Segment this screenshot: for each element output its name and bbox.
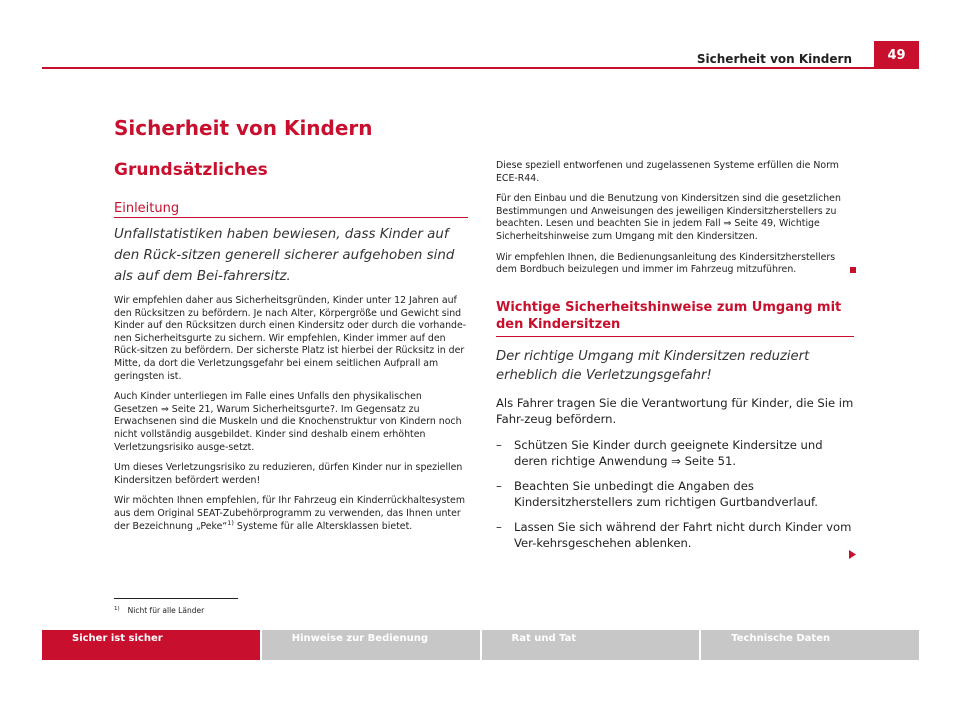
paragraph-text: Wir möchten Ihnen empfehlen, für Ihr Fahrzeug ein Kinderrückhaltesystem aus dem Original SEAT-Zubehörprogramm zu verwenden, das Ihnen unter der Bezeichnung „Peke“	[114, 495, 465, 532]
list-item	[496, 478, 854, 510]
list-item-text: Lassen Sie sich während der Fahrt nicht durch Kinder vom Ver-kehrsgeschehen ablenken.	[514, 519, 852, 550]
continue-arrow-icon	[849, 550, 856, 562]
intro-lead: Unfallstatistiken haben bewiesen, dass Kinder auf den Rück-sitzen generell sicherer aufgehoben sind als auf dem Bei-fahrersitz.	[114, 227, 455, 284]
right-column	[496, 160, 854, 560]
footnote	[114, 606, 204, 615]
left-column	[114, 224, 468, 541]
tab-rat-und-tat[interactable]: Rat und Tat	[482, 630, 700, 660]
subsection-rule	[114, 217, 468, 218]
tab-sicher-ist-sicher[interactable]: Sicher ist sicher	[42, 630, 260, 660]
tab-hinweise-zur-bedienung[interactable]: Hinweise zur Bedienung	[262, 630, 480, 660]
chapter-title: Sicherheit von Kindern	[114, 116, 373, 140]
safety-lead: Der richtige Umgang mit Kindersitzen reduziert erheblich die Verletzungsgefahr!	[496, 348, 810, 383]
end-of-section-icon	[850, 267, 856, 273]
section-title: Grundsätzliches	[114, 160, 268, 180]
paragraph	[496, 252, 854, 277]
paragraph: Auch Kinder unterliegen im Falle eines Unfalls den physikalischen Gesetzen ⇒ Seite 21, Warum Sicherheitsgurte?. Im Gegensatz zu Erwachsenen sind die Muskeln und die Knochenstruktur von Kindern noch nicht vollständig ausgebildet. Kinder sind deshalb einem erhöhten Verletzungsrisiko ausge-setzt.	[114, 391, 462, 453]
paragraph: Wir empfehlen daher aus Sicherheitsgründen, Kinder unter 12 Jahren auf den Rücksitzen zu befördern. Je nach Alter, Körpergröße und Gewicht sind Kinder auf den Rücksitzen durch einen Kindersitz oder durch die vorhande-nen Sicherheitsgurte zu sichern. Wir empfehlen, Kinder immer auf den Rück-sitzen zu befördern. Der sicherste Platz ist hierbei der Rücksitz in der Mitte, da dort die Verletzungsgefahr bei einem seitlichen Aufprall am geringsten ist.	[114, 295, 467, 382]
paragraph: Für den Einbau und die Benutzung von Kindersitzen sind die gesetzlichen Bestimmungen und Anweisungen des jeweiligen Kindersitzherstellers zu beachten. Lesen und beachten Sie in jedem Fall ⇒ Seite 49, Wichtige Sicherheitshinweise zum Umgang mit den Kindersitzen.	[496, 193, 841, 242]
dash-bullet-icon: –	[496, 437, 502, 452]
footnote-mark: 1)	[114, 605, 120, 612]
paragraph: Um dieses Verletzungsrisiko zu reduzieren, dürfen Kinder nur in speziellen Kindersitzen befördert werden!	[114, 462, 463, 486]
footnote-ref[interactable]: 1)	[227, 518, 234, 527]
list-item-text: Beachten Sie unbedingt die Angaben des Kindersitzherstellers zum richtigen Gurtbandverlauf.	[514, 478, 818, 509]
chapter-nav	[42, 630, 919, 660]
paragraph: Diese speziell entworfenen und zugelassenen Systeme erfüllen die Norm ECE-R44.	[496, 160, 839, 184]
dash-bullet-icon: –	[496, 519, 502, 534]
list-item	[496, 519, 854, 551]
running-header-title: Sicherheit von Kindern	[696, 52, 852, 66]
subsection-title: Einleitung	[114, 201, 180, 216]
paragraph	[114, 495, 468, 533]
paragraph-text: Systeme für alle Altersklassen bietet.	[233, 520, 413, 532]
safety-section-title: Wichtige Sicherheitshinweise zum Umgang mit den Kindersitzen	[496, 299, 854, 337]
tab-technische-daten[interactable]: Technische Daten	[701, 630, 919, 660]
safety-intro: Als Fahrer tragen Sie die Verantwortung für Kinder, die Sie im Fahr-zeug befördern.	[496, 395, 854, 426]
footnote-rule	[114, 598, 238, 599]
header-rule	[42, 67, 874, 69]
list-item-text: Schützen Sie Kinder durch geeignete Kindersitze und deren richtige Anwendung ⇒ Seite 51.	[514, 437, 823, 468]
list-item	[496, 437, 854, 469]
dash-bullet-icon: –	[496, 478, 502, 493]
footnote-text: Nicht für alle Länder	[127, 606, 205, 615]
page-number: 49	[874, 41, 919, 69]
paragraph-text: Wir empfehlen Ihnen, die Bedienungsanleitung des Kindersitzherstellers dem Bordbuch beizulegen und immer im Fahrzeug mitzuführen.	[496, 251, 836, 276]
